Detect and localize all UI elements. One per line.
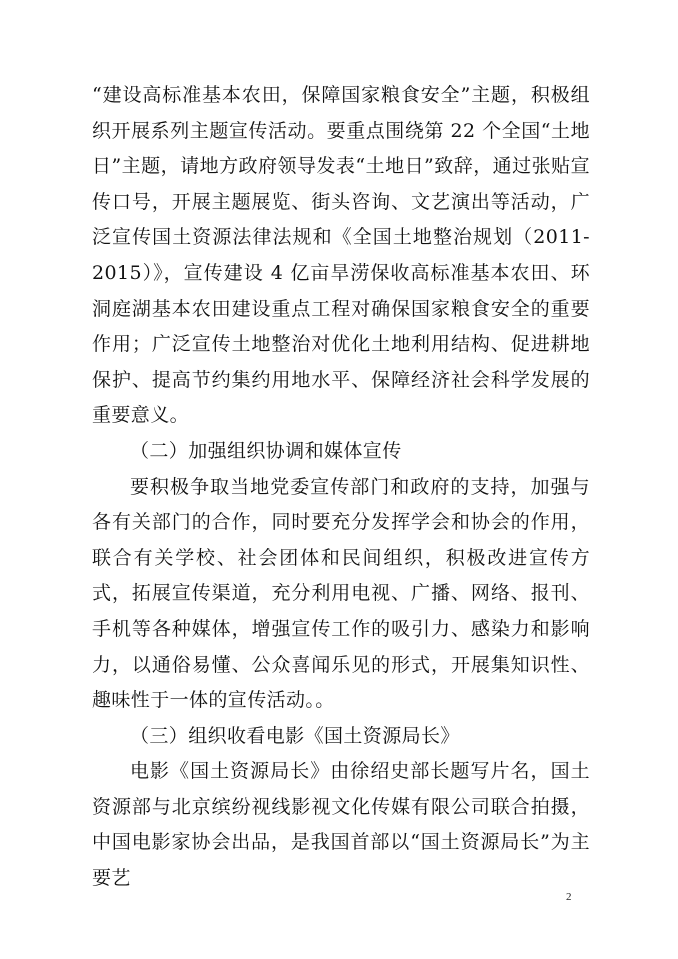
page-number: 2	[566, 891, 572, 903]
paragraph-coordination-media: 要积极争取当地党委宣传部门和政府的支持，加强与各有关部门的合作，同时要充分发挥学会和协会的作用，联合有关学校、社会团体和民间组织，积极改进宣传方式，拓展宣传渠道，充分利用电视、广播、网络、报刊、手机等各种媒体，增强宣传工作的吸引力、感染力和影响力，以通俗易懂、公众喜闻乐见的形式，开展集知识性、趣味性于一体的宣传活动。。	[92, 475, 590, 712]
paragraph-land-day-publicity: “建设高标准基本农田，保障国家粮食安全”主题，积极组织开展系列主题宣传活动。要重点围绕第 22 个全国“土地日”主题，请地方政府领导发表“土地日”致辞，通过张贴宣传口号，开展主题展览、街头咨询、文艺演出等活动，广泛宣传国土资源法律法规和《全国土地整治规划（2011-2015）》，宣传建设 4 亿亩旱涝保收高标准基本农田、环洞庭湖基本农田建设重点工程对确保国家粮食安全的重要作用；广泛宣传土地整治对优化土地利用结构、促进耕地保护、提高节约集约用地水平、保障经济社会科学发展的重要意义。	[92, 84, 590, 427]
section-heading-movie-viewing: （三）组织收看电影《国土资源局长》	[130, 724, 460, 747]
paragraph-movie-description: 电影《国土资源局长》由徐绍史部长题写片名，国土资源部与北京缤纷视线影视文化传媒有限公司联合拍摄，中国电影家协会出品，是我国首部以“国土资源局长”为主要艺	[92, 760, 590, 890]
section-heading-coordination-media: （二）加强组织协调和媒体宣传	[130, 439, 402, 462]
document-body	[92, 78, 590, 897]
